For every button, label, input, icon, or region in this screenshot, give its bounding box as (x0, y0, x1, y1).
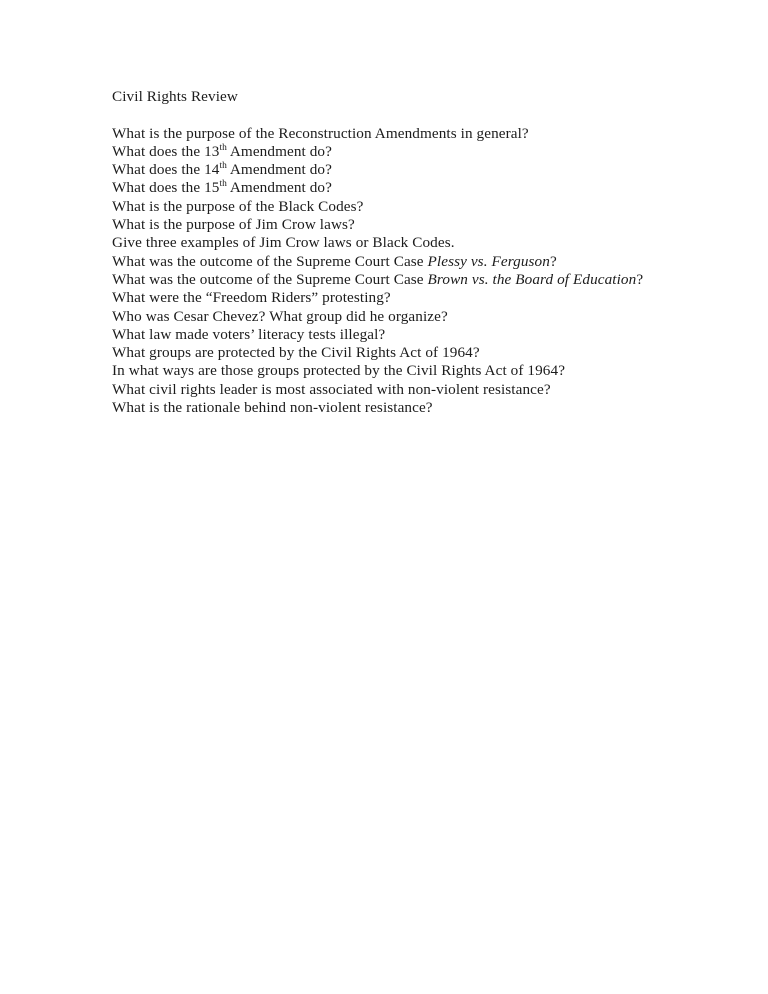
question-list (112, 125, 692, 418)
text-run: What is the rationale behind non-violent resistance? (112, 399, 433, 417)
q-literacy-tests (112, 326, 692, 344)
text-run: What does the 14 (112, 161, 220, 179)
case-name: Brown vs. the Board of Education (427, 270, 637, 288)
q-reconstruction-amendments (112, 125, 692, 143)
q-cesar-chevez (112, 308, 692, 326)
ordinal-suffix: th (219, 142, 227, 153)
q-black-codes-purpose (112, 198, 692, 216)
q-plessy-ferguson (112, 253, 692, 271)
ordinal-suffix: th (219, 161, 227, 172)
text-run: What is the purpose of the Reconstruction Amendments in general? (112, 124, 529, 142)
text-run: In what ways are those groups protected by the Civil Rights Act of 1964? (112, 362, 566, 380)
q-nonviolent-leader (112, 381, 692, 399)
text-run: ? (549, 252, 557, 270)
case-name: Plessy vs. Ferguson (427, 252, 550, 270)
text-run: What was the outcome of the Supreme Court Case (112, 270, 428, 288)
q-three-examples (112, 234, 692, 252)
text-run: What is the purpose of Jim Crow laws? (112, 216, 355, 234)
text-run: What was the outcome of the Supreme Court Case (112, 252, 428, 270)
text-run: Give three examples of Jim Crow laws or Black Codes. (112, 234, 455, 252)
text-run: What does the 15 (112, 179, 220, 197)
q-jim-crow-purpose (112, 216, 692, 234)
text-run: Who was Cesar Chevez? What group did he organize? (112, 307, 448, 325)
text-run: What is the purpose of the Black Codes? (112, 197, 364, 215)
text-run: Amendment do? (226, 179, 332, 197)
text-run: Amendment do? (226, 161, 332, 179)
q-ways-protected (112, 362, 692, 380)
document-body (112, 88, 692, 417)
q-groups-protected (112, 344, 692, 362)
blank-line (112, 106, 692, 124)
text-run: What groups are protected by the Civil Rights Act of 1964? (112, 344, 480, 362)
q-brown-board-education (112, 271, 692, 289)
text-run: Amendment do? (226, 142, 332, 160)
q-14th-amendment (112, 161, 692, 179)
q-13th-amendment (112, 143, 692, 161)
q-15th-amendment (112, 179, 692, 197)
text-run: What law made voters’ literacy tests illegal? (112, 325, 386, 343)
document-title: Civil Rights Review (112, 88, 238, 105)
q-freedom-riders (112, 289, 692, 307)
q-nonviolent-rationale (112, 399, 692, 417)
text-run: What were the “Freedom Riders” protesting? (112, 289, 391, 307)
ordinal-suffix: th (219, 179, 227, 190)
text-run: ? (636, 270, 644, 288)
text-run: What civil rights leader is most associated with non-violent resistance? (112, 380, 551, 398)
text-run: What does the 13 (112, 142, 220, 160)
